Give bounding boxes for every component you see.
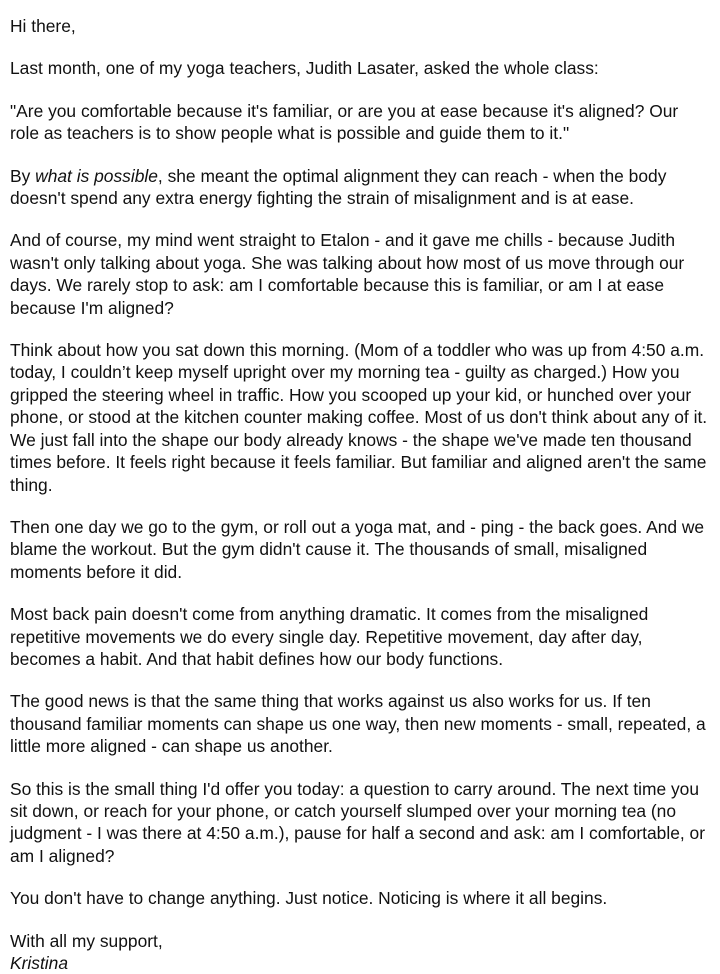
paragraph-1: Last month, one of my yoga teachers, Judith Lasater, asked the whole class: [10,58,599,79]
signature-name: Kristina [10,953,68,973]
paragraph-5: Think about how you sat down this morning. (Mom of a toddler who was up from 4:50 a.m. today, I couldn’t keep myself upright over my morning tea - guilty as charged.) How you gripped the steering wheel in traffic. How you scooped up your kid, or hunched over your phone, or stood at the kitchen counter making coffee. Most of us don't think about any of it. We just fall into the shape our body already knows - the shape we've made ten thousand times before. It feels right because it feels familiar. But familiar and aligned aren't the same thing. [10,340,708,495]
paragraph-7: Most back pain doesn't come from anything dramatic. It comes from the misaligned repetitive movements we do every single day. Repetitive movement, day after day, becomes a habit. And that habit defines how our body functions. [10,604,649,669]
paragraph-2-quote: "Are you comfortable because it's familiar, or are you at ease because it's aligned? Our role as teachers is to show people what is possible and guide them to it." [10,100,679,144]
paragraph-3-rest: , she meant the optimal alignment they can reach - when the body doesn't spend any extra energy fighting the strain of misalignment and is at ease. [10,165,667,209]
paragraph-6: Then one day we go to the gym, or roll out a yoga mat, and - ping - the back goes. And we blame the workout. But the gym didn't cause it. The thousands of small, misaligned moments before it did. [10,516,705,582]
paragraph-8: The good news is that the same thing that works against us also works for us. If ten thousand familiar moments can shape us one way, then new moments - small, repeated, a little more aligned - can shape us another. [10,691,706,757]
paragraph-4: And of course, my mind went straight to Etalon - and it gave me chills - because Judith wasn't only talking about yoga. She was talking about how most of us move through our days. We rarely stop to ask: am I comfortable because this is familiar, or am I at ease because I'm aligned? [10,230,685,318]
paragraph-3 [10,165,710,210]
signature-block [10,930,710,974]
closing-line: With all my support, [10,930,163,951]
paragraph-3-lead: By [10,165,36,186]
paragraph-10: You don't have to change anything. Just notice. Noticing is where it all begins. [10,888,608,909]
paragraph-3-emphasis: what is possible [35,165,158,186]
greeting: Hi there, [10,16,76,36]
paragraph-9: So this is the small thing I'd offer you today: a question to carry around. The next time you sit down, or reach for your phone, or catch yourself slumped over your morning tea (no judgment - I was there at 4:50 a.m.), pause for half a second and ask: am I comfortable, or am I aligned? [10,778,706,866]
